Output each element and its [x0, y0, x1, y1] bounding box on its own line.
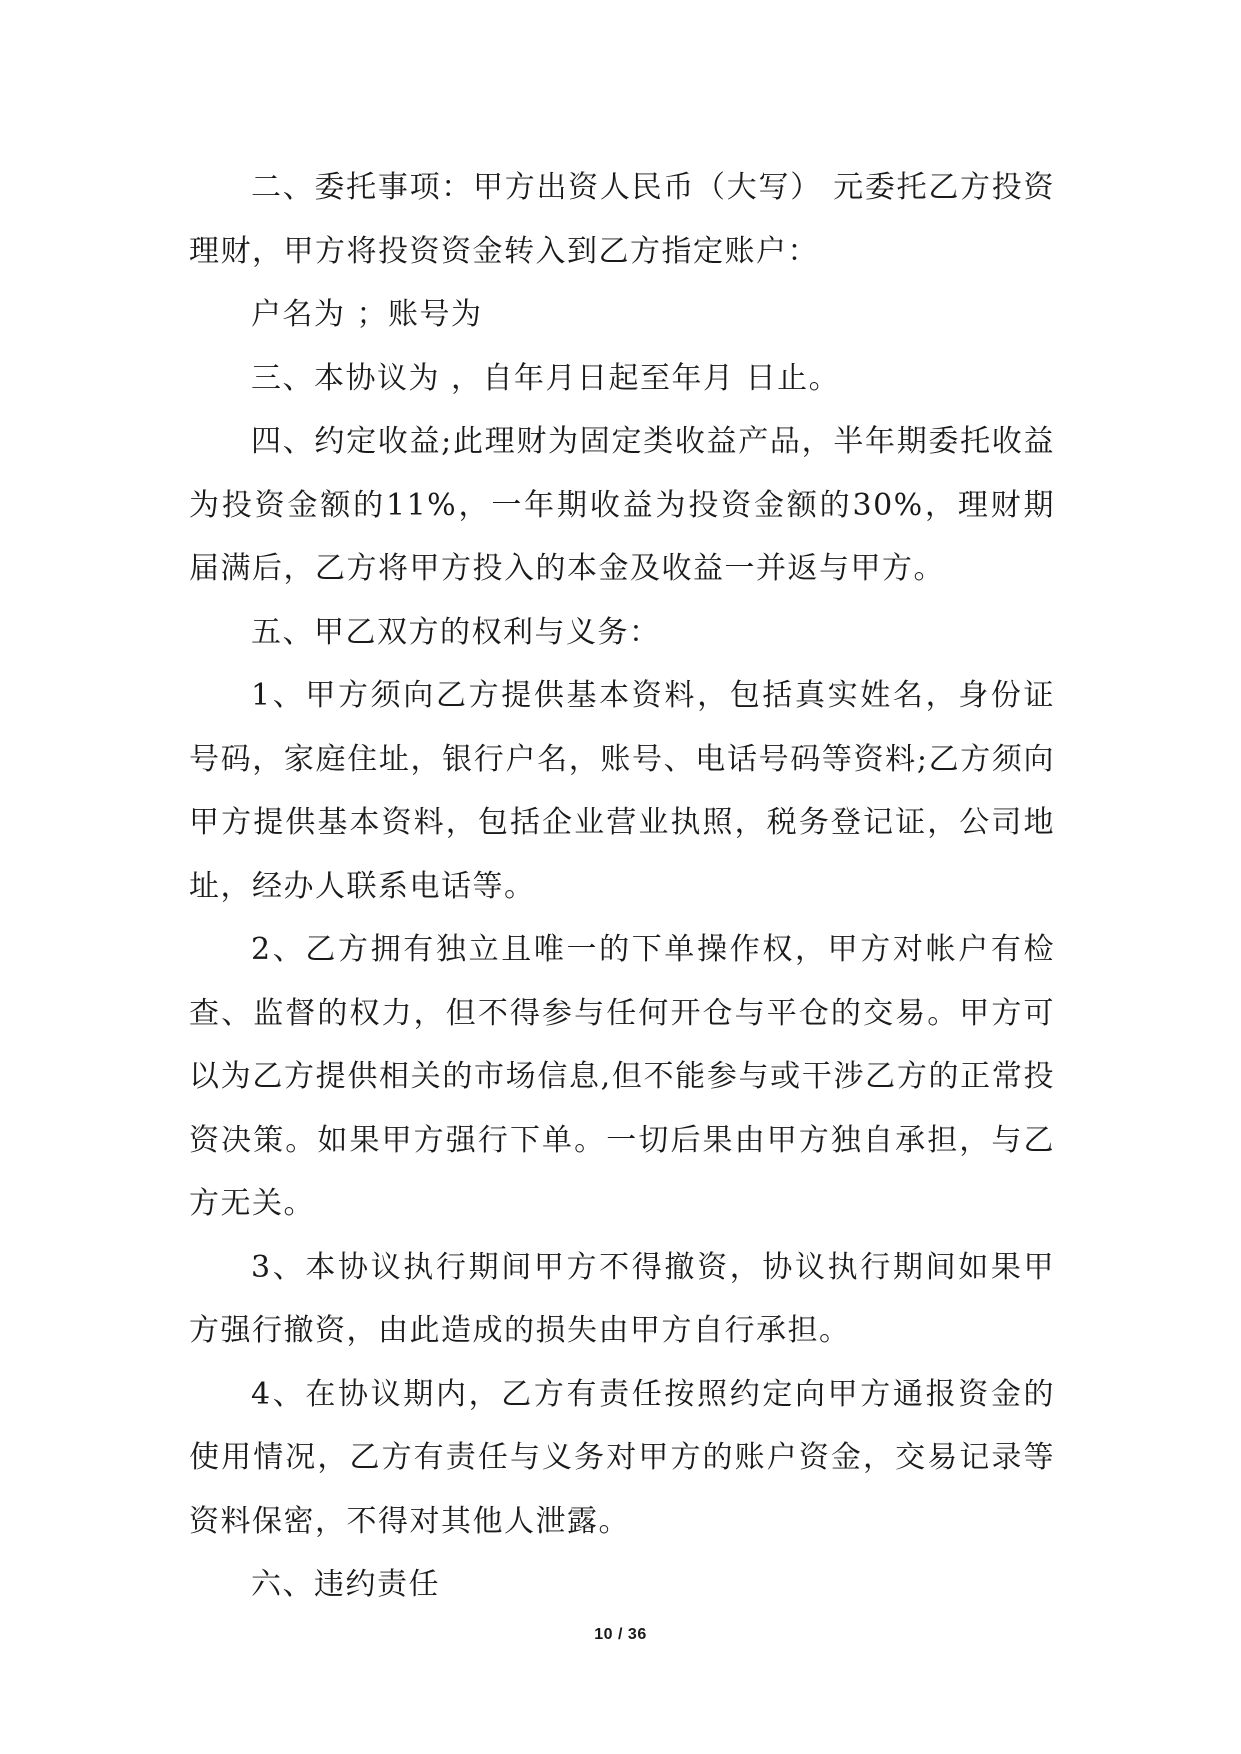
paragraph-clause-2: 2、乙方拥有独立且唯一的下单操作权，甲方对帐户有检查、监督的权力，但不得参与任何开仓与平仓的交易。甲方可以为乙方提供相关的市场信息,但不能参与或干涉乙方的正常投资决策。如果甲方强行下单。一切后果由甲方独自承担，与乙方无关。	[189, 932, 1055, 1221]
paragraph-breach-heading: 六、违约责任	[251, 1567, 440, 1602]
paragraph-term: 三、本协议为 ，自年月日起至年月 日止。	[251, 360, 841, 396]
paragraph-clause-4: 4、在协议期内，乙方有责任按照约定向甲方通报资金的使用情况，乙方有责任与义务对甲方的账户资金，交易记录等资料保密，不得对其他人泄露。	[189, 1376, 1055, 1539]
document-body	[189, 156, 1055, 1617]
page-number: 10 / 36	[594, 1626, 647, 1643]
paragraph-entrustment: 二、委托事项：甲方出资人民币（大写） 元委托乙方投资理财，甲方将投资资金转入到乙方指定账户：	[189, 170, 1055, 269]
paragraph-rights-heading: 五、甲乙双方的权利与义务：	[251, 614, 661, 650]
paragraph-account-info: 户名为 ；账号为	[251, 297, 483, 332]
paragraph-clause-1: 1、甲方须向乙方提供基本资料，包括真实姓名，身份证号码，家庭住址，银行户名，账号、电话号码等资料;乙方须向甲方提供基本资料，包括企业营业执照，税务登记证，公司地址，经办人联系电话等。	[189, 678, 1055, 904]
paragraph-clause-3: 3、本协议执行期间甲方不得撤资，协议执行期间如果甲方强行撤资，由此造成的损失由甲方自行承担。	[189, 1249, 1055, 1348]
paragraph-returns: 四、约定收益;此理财为固定类收益产品，半年期委托收益为投资金额的11%，一年期收益为投资金额的30%，理财期届满后，乙方将甲方投入的本金及收益一并返与甲方。	[189, 424, 1055, 586]
